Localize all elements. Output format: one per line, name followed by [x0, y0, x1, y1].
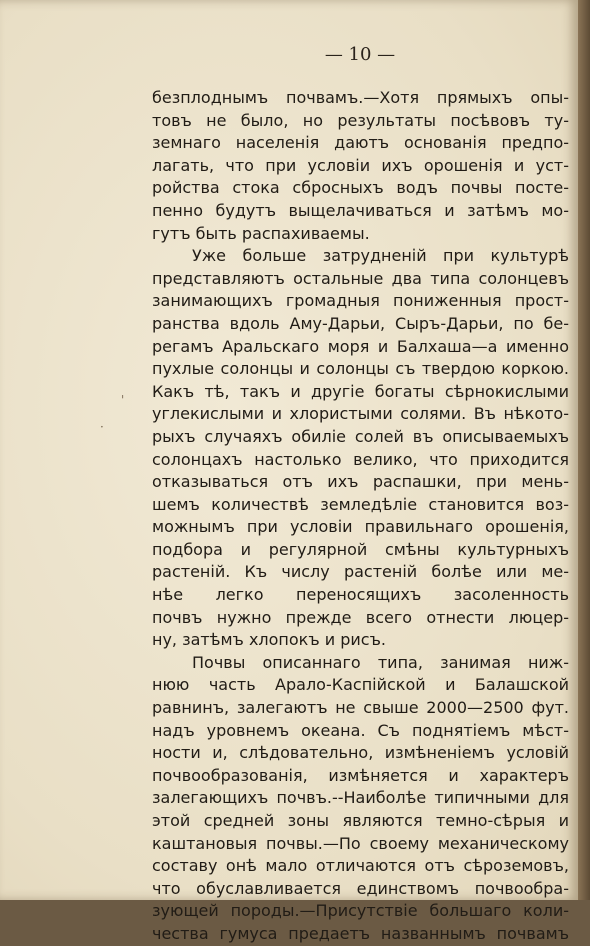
- text-line: Уже больше затрудненій при культурѣ: [192, 246, 569, 266]
- text-line: подбора и регулярной смѣны культурныхъ: [152, 539, 569, 559]
- text-line: шемъ количествѣ земледѣліе становится воз-: [152, 494, 569, 514]
- text-line: углекислыми и хлористыми солями. Въ нѣкото-: [152, 404, 569, 424]
- text-line: ности и, слѣдовательно, измѣненіемъ условій: [152, 743, 569, 763]
- text-line: ройства стока сбросныхъ водъ почвы посте-: [152, 178, 569, 198]
- book-spine: [578, 0, 590, 900]
- text-line: ну, затѣмъ хлопокъ и рисъ.: [152, 630, 386, 650]
- text-line: каштановыя почвы.—По своему механическому: [152, 833, 569, 853]
- text-line: этой средней зоны являются темно-сѣрыя и: [152, 811, 569, 830]
- text-line: ранства вдоль Аму-Дарьи, Сыръ-Дарьи, по бе-: [152, 313, 569, 333]
- text-line: чества гумуса предаетъ названнымъ почвамъ: [152, 923, 569, 943]
- text-line: товъ не было, но результаты посѣвовъ ту-: [152, 110, 569, 130]
- text-line: почвъ нужно прежде всего отнести люцер-: [152, 607, 569, 627]
- text-line: занимающихъ громадныя пониженныя прост-: [152, 291, 569, 311]
- text-line: земнаго населенія даютъ основанія предпо-: [152, 133, 569, 153]
- text-line: отказываться отъ ихъ распашки, при мень-: [152, 472, 569, 492]
- text-line: составу онѣ мало отличаются отъ сѣроземовъ,: [152, 856, 569, 876]
- text-line: зующей породы.—Присутствіе большаго коли-: [152, 901, 569, 921]
- text-line: регамъ Аральскаго моря и Балхаша—а именно: [152, 336, 569, 356]
- text-line: Какъ тѣ, такъ и другіе богаты сѣрнокислыми: [152, 381, 569, 401]
- text-line: Почвы описаннаго типа, занимая ниж-: [192, 652, 569, 672]
- text-line: растеній. Къ числу растеній болѣе или ме-: [152, 562, 569, 582]
- text-line: почвообразованія, измѣняется и характеръ: [152, 765, 569, 785]
- text-line: нюю часть Арало-Каспійской и Балашской: [152, 675, 569, 695]
- body-text: [152, 87, 569, 946]
- text-line: что обуславливается единствомъ почвообра-: [152, 878, 569, 898]
- text-line: нѣе легко переносящихъ засоленность: [152, 585, 569, 605]
- text-line: солонцахъ настолько велико, что приходится: [152, 449, 569, 469]
- text-line: безплоднымъ почвамъ.—Хотя прямыхъ опы-: [152, 88, 569, 107]
- text-line: можнымъ при условіи правильнаго орошенія,: [152, 517, 569, 537]
- text-line: залегающихъ почвъ.--Наиболѣе типичными для: [152, 788, 569, 808]
- text-line: пухлые солонцы и солонцы съ твердою коркою.: [152, 359, 569, 379]
- text-line: представляютъ остальные два типа солонцевъ: [152, 268, 569, 288]
- text-line: рыхъ случаяхъ обиліе солей въ описываемыхъ: [152, 426, 569, 446]
- margin-speck: ·: [100, 420, 104, 434]
- page-number: — 10 —: [324, 44, 396, 65]
- text-line: гутъ быть распахиваемы.: [152, 223, 370, 243]
- text-line: пенно будутъ выщелачиваться и затѣмъ мо-: [152, 200, 569, 220]
- text-line: надъ уровнемъ океана. Съ поднятіемъ мѣст-: [152, 720, 569, 740]
- margin-speck: ': [121, 393, 125, 407]
- text-line: лагать, что при условіи ихъ орошенія и уст-: [152, 155, 569, 175]
- text-line: равнинъ, залегаютъ не свыше 2000—2500 фут.: [152, 698, 569, 718]
